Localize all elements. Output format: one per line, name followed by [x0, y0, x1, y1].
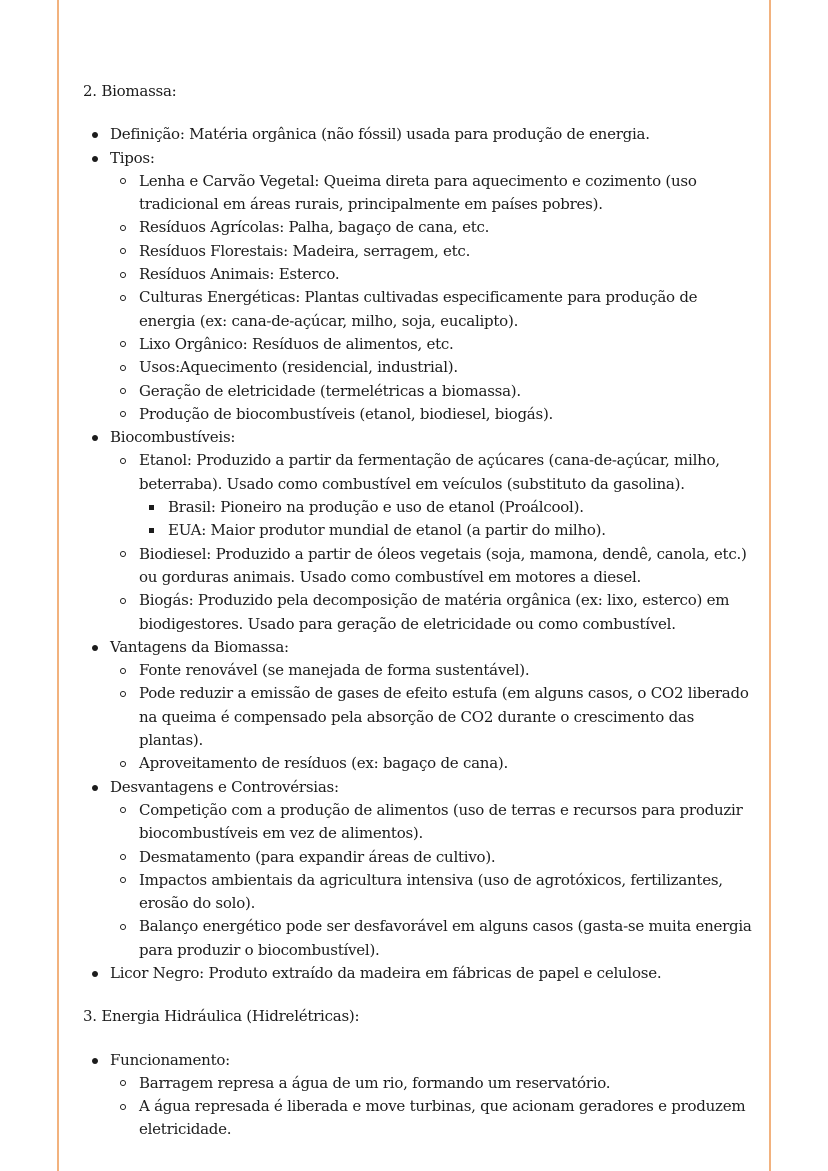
- list-item: Culturas Energéticas: Plantas cultivadas especificamente para produção de energia (ex: cana-de-açúcar, milho, soja, eucalipto).: [110, 286, 753, 333]
- list-item: Competição com a produção de alimentos (uso de terras e recursos para produzir biocombustíveis em vez de alimentos).: [110, 799, 753, 846]
- tipos-sublist: [110, 170, 753, 426]
- list-item: Aproveitamento de resíduos (ex: bagaço de cana).: [110, 752, 753, 775]
- list-item: Resíduos Agrícolas: Palha, bagaço de cana, etc.: [110, 216, 753, 239]
- list-item: Lixo Orgânico: Resíduos de alimentos, etc.: [110, 333, 753, 356]
- hidraulica-list: [83, 1049, 753, 1142]
- list-item: Resíduos Florestais: Madeira, serragem, etc.: [110, 240, 753, 263]
- biomassa-list: [83, 123, 753, 985]
- list-item: Vantagens da Biomassa: Fonte renovável (se manejada de forma sustentável). Pode reduzir a emissão de gases de efeito estufa (em alguns casos, o CO2 liberado na queima é compensado pela absorção de CO2 durante o crescimento das plantas). Aproveitamento de resíduos (ex: bagaço de cana).: [83, 636, 753, 776]
- list-item: Tipos: Lenha e Carvão Vegetal: Queima direta para aquecimento e cozimento (uso tradicional em áreas rurais, principalmente em países pobres). Resíduos Agrícolas: Palha, bagaço de cana, etc. Resíduos Florestais: Madeira, serragem, etc. Resíduos Animais: Esterco. Culturas Energéticas: Plantas cultivadas especificamente para produção de energia (ex: cana-de-açúcar, milho, soja, eucalipto). Lixo Orgânico: Resíduos de alimentos, etc. Usos:Aquecimento (residencial, industrial). Geração de eletricidade (termelétricas a biomassa). Produção de biocombustíveis (etanol, biodiesel, biogás).: [83, 147, 753, 427]
- list-item: EUA: Maior produtor mundial de etanol (a partir do milho).: [139, 519, 753, 542]
- list-item: Desmatamento (para expandir áreas de cultivo).: [110, 846, 753, 869]
- list-item: Balanço energético pode ser desfavorável em alguns casos (gasta-se muita energia para produzir o biocombustível).: [110, 915, 753, 962]
- biocombustiveis-sublist: [110, 449, 753, 635]
- list-item: Biocombustíveis: Etanol: Produzido a partir da fermentação de açúcares (cana-de-açúcar, milho, beterraba). Usado como combustível em veículos (substituto da gasolina). Brasil: Pioneiro na produção e uso de etanol (Proálcool). EUA: Maior produtor mundial de etanol (a partir do milho). Biodiesel: Produzido a partir de óleos vegetais (soja, mamona, dendê, canola, etc.) ou gorduras animais. Usado como combustível em motores a diesel. Biogás: Produzido pela decomposição de matéria orgânica (ex: lixo, esterco) em biodigestores. Usado para geração de eletricidade ou como combustível.: [83, 426, 753, 636]
- list-item: Resíduos Animais: Esterco.: [110, 263, 753, 286]
- list-item: Usos:Aquecimento (residencial, industrial).: [110, 356, 753, 379]
- list-item: Biogás: Produzido pela decomposição de matéria orgânica (ex: lixo, esterco) em biodigestores. Usado para geração de eletricidade ou como combustível.: [110, 589, 753, 636]
- etanol-sublist: [139, 496, 753, 543]
- list-item: Fonte renovável (se manejada de forma sustentável).: [110, 659, 753, 682]
- list-item: Licor Negro: Produto extraído da madeira em fábricas de papel e celulose.: [83, 962, 753, 985]
- list-item: Definição: Matéria orgânica (não fóssil) usada para produção de energia.: [83, 123, 753, 146]
- document-page: [83, 80, 753, 1142]
- page-left-border: [57, 0, 59, 1171]
- list-item: Barragem represa a água de um rio, formando um reservatório.: [110, 1072, 753, 1095]
- list-item: Brasil: Pioneiro na produção e uso de etanol (Proálcool).: [139, 496, 753, 519]
- funcionamento-sublist: [110, 1072, 753, 1142]
- desvantagens-sublist: [110, 799, 753, 962]
- list-item: Pode reduzir a emissão de gases de efeito estufa (em alguns casos, o CO2 liberado na queima é compensado pela absorção de CO2 durante o crescimento das plantas).: [110, 682, 753, 752]
- list-item: Desvantagens e Controvérsias: Competição com a produção de alimentos (uso de terras e recursos para produzir biocombustíveis em vez de alimentos). Desmatamento (para expandir áreas de cultivo). Impactos ambientais da agricultura intensiva (uso de agrotóxicos, fertilizantes, erosão do solo). Balanço energético pode ser desfavorável em alguns casos (gasta-se muita energia para produzir o biocombustível).: [83, 776, 753, 962]
- list-item: Etanol: Produzido a partir da fermentação de açúcares (cana-de-açúcar, milho, beterraba). Usado como combustível em veículos (substituto da gasolina). Brasil: Pioneiro na produção e uso de etanol (Proálcool). EUA: Maior produtor mundial de etanol (a partir do milho).: [110, 449, 753, 542]
- list-item: Impactos ambientais da agricultura intensiva (uso de agrotóxicos, fertilizantes, erosão do solo).: [110, 869, 753, 916]
- list-item: Lenha e Carvão Vegetal: Queima direta para aquecimento e cozimento (uso tradicional em áreas rurais, principalmente em países pobres).: [110, 170, 753, 217]
- list-item: A água represada é liberada e move turbinas, que acionam geradores e produzem eletricidade.: [110, 1095, 753, 1142]
- section-heading-energia-hidraulica: 3. Energia Hidráulica (Hidrelétricas):: [83, 1007, 360, 1026]
- list-item: Geração de eletricidade (termelétricas a biomassa).: [110, 380, 753, 403]
- list-item: Produção de biocombustíveis (etanol, biodiesel, biogás).: [110, 403, 753, 426]
- list-item: Biodiesel: Produzido a partir de óleos vegetais (soja, mamona, dendê, canola, etc.) ou gorduras animais. Usado como combustível em motores a diesel.: [110, 543, 753, 590]
- vantagens-sublist: [110, 659, 753, 775]
- list-item: Funcionamento: Barragem represa a água de um rio, formando um reservatório. A água represada é liberada e move turbinas, que acionam geradores e produzem eletricidade.: [83, 1049, 753, 1142]
- page-right-border: [769, 0, 771, 1171]
- section-heading-biomassa: 2. Biomassa:: [83, 82, 177, 100]
